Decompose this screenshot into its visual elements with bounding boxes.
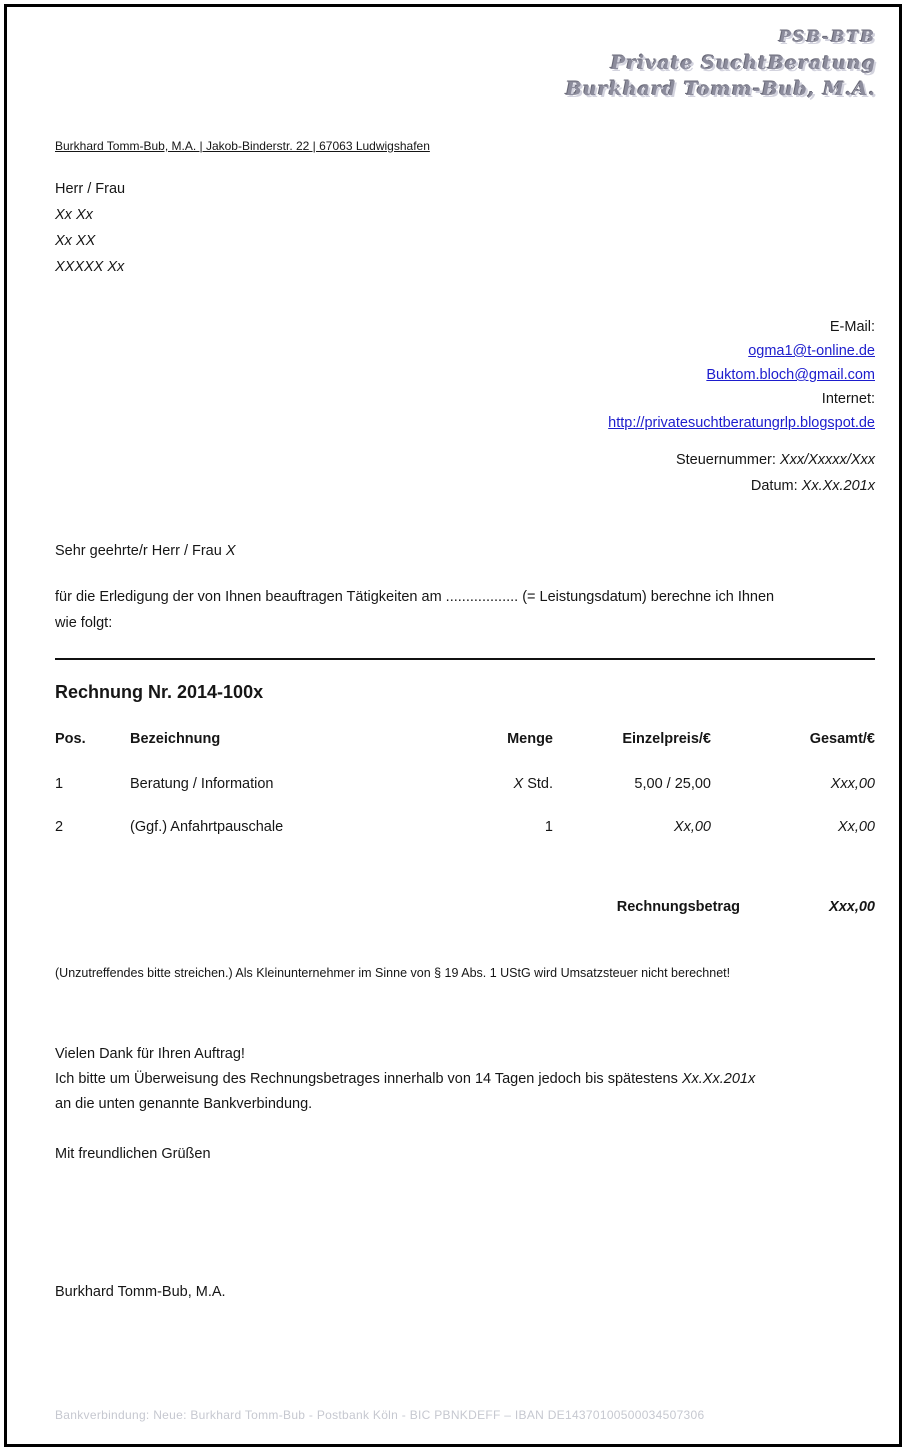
payment-line-2: an die unten genannte Bankverbindung. bbox=[55, 1096, 313, 1112]
sender-return-address: Burkhard Tomm-Bub, M.A. | Jakob-Binderstr. 22 | 67063 Ludwigshafen bbox=[55, 139, 430, 153]
recipient-salutation: Herr / Frau bbox=[55, 181, 126, 197]
separator-rule bbox=[55, 658, 875, 660]
intro-line-2: wie folgt: bbox=[55, 614, 113, 631]
email-link-primary[interactable]: ogma1@t-online.de bbox=[748, 343, 875, 359]
payment-line-1 bbox=[55, 1067, 755, 1092]
cell-quantity-unit: Std. bbox=[523, 776, 553, 792]
email-label: E-Mail: bbox=[829, 319, 875, 335]
signature-name: Burkhard Tomm-Bub, M.A. bbox=[55, 1284, 226, 1300]
greeting-line bbox=[55, 543, 236, 559]
invoice-total-value: Xxx,00 bbox=[829, 899, 875, 915]
intro-paragraph bbox=[55, 585, 774, 636]
cell-quantity bbox=[514, 776, 554, 792]
recipient-city: XXXXX Xx bbox=[55, 259, 125, 275]
invoice-total-label: Rechnungsbetrag bbox=[616, 899, 740, 915]
cell-unit-price: Xx,00 bbox=[673, 819, 711, 835]
recipient-name: Xx Xx bbox=[55, 207, 93, 223]
cell-quantity-placeholder: X bbox=[513, 776, 524, 792]
logo-line-abbrev: PSB-BTB bbox=[779, 27, 876, 46]
website-link[interactable]: http://privatesuchtberatungrlp.blogspot.de bbox=[608, 415, 875, 431]
cell-total: Xx,00 bbox=[837, 819, 875, 835]
email-line-secondary bbox=[608, 363, 875, 387]
col-header-description: Bezeichnung bbox=[130, 731, 221, 747]
letterhead-logo bbox=[566, 24, 876, 102]
table-row bbox=[55, 776, 875, 796]
cell-description: (Ggf.) Anfahrtpauschale bbox=[130, 819, 284, 835]
payment-due-date: Xx.Xx.201x bbox=[681, 1071, 756, 1087]
small-print-note: (Unzutreffendes bitte streichen.) Als Kleinunternehmer im Sinne von § 19 Abs. 1 UStG wird Umsatzsteuer nicht berechnet! bbox=[55, 966, 731, 980]
closing-paragraph bbox=[55, 1042, 755, 1117]
greeting-text: Sehr geehrte/r Herr / Frau bbox=[55, 543, 226, 559]
cell-pos: 1 bbox=[55, 776, 64, 792]
payment-text: Ich bitte um Überweisung des Rechnungsbetrages innerhalb von 14 Tagen jedoch bis spätestens bbox=[55, 1071, 682, 1087]
table-row bbox=[55, 819, 875, 839]
tax-number-line bbox=[676, 447, 875, 473]
logo-line-owner: Burkhard Tomm-Bub, M.A. bbox=[565, 78, 876, 100]
date-line bbox=[676, 473, 875, 499]
recipient-address-block bbox=[55, 176, 125, 280]
page-border bbox=[4, 4, 902, 1447]
col-header-unit-price: Einzelpreis/€ bbox=[622, 731, 711, 747]
logo-line-company: Private SuchtBeratung bbox=[610, 52, 876, 74]
tax-date-block bbox=[676, 447, 875, 499]
date-value: Xx.Xx.201x bbox=[801, 478, 875, 494]
cell-unit-price: 5,00 / 25,00 bbox=[634, 776, 711, 792]
greeting-placeholder: X bbox=[225, 543, 236, 559]
col-header-quantity: Menge bbox=[507, 731, 553, 747]
col-header-total: Gesamt/€ bbox=[809, 731, 875, 747]
internet-label: Internet: bbox=[821, 391, 875, 407]
footer-bank-details: Bankverbindung: Neue: Burkhard Tomm-Bub - Postbank Köln - BIC PBNKDEFF – IBAN DE14370100500034507306 bbox=[55, 1408, 705, 1422]
cell-quantity: 1 bbox=[544, 819, 553, 835]
table-header-row bbox=[55, 731, 875, 751]
invoice-title: Rechnung Nr. 2014-100x bbox=[55, 682, 264, 702]
invoice-total-row bbox=[55, 899, 875, 919]
recipient-street: Xx XX bbox=[55, 233, 96, 249]
tax-value: Xxx/Xxxxx/Xxx bbox=[779, 452, 875, 468]
regards-line: Mit freundlichen Grüßen bbox=[55, 1146, 211, 1162]
cell-pos: 2 bbox=[55, 819, 64, 835]
date-label: Datum: bbox=[750, 478, 802, 494]
col-header-pos: Pos. bbox=[55, 731, 86, 747]
thanks-line: Vielen Dank für Ihren Auftrag! bbox=[55, 1046, 245, 1062]
intro-line-1: für die Erledigung der von Ihnen beauftragen Tätigkeiten am .................. (= Leistungsdatum) berechne ich Ihnen bbox=[55, 589, 775, 605]
email-link-secondary[interactable]: Buktom.bloch@gmail.com bbox=[706, 367, 875, 383]
email-line-primary bbox=[608, 339, 875, 363]
cell-total: Xxx,00 bbox=[830, 776, 875, 792]
tax-label: Steuernummer: bbox=[675, 452, 780, 468]
contact-block bbox=[608, 315, 875, 435]
website-line bbox=[608, 411, 875, 435]
cell-description: Beratung / Information bbox=[130, 776, 274, 792]
